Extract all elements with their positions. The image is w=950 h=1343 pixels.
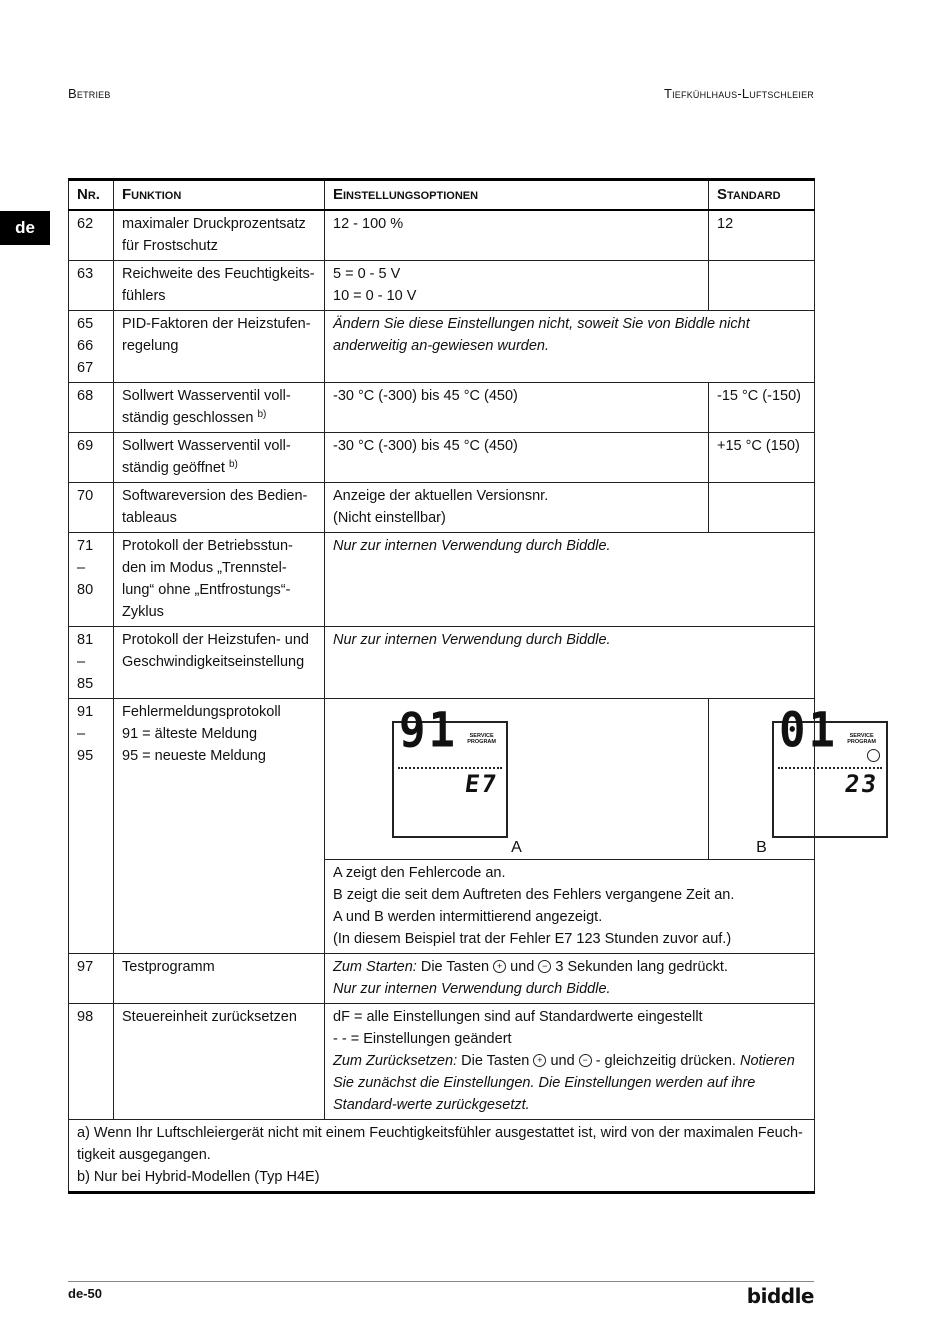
row-function: Reichweite des Feuchtigkeits-fühlers (114, 261, 325, 311)
row-default (709, 261, 815, 311)
row-default: -15 °C (-150) (709, 383, 815, 433)
header-nr: Nr. (69, 180, 114, 211)
row-nr: 71 – 80 (69, 533, 114, 627)
row-function: Testprogramm (114, 954, 325, 1004)
table-row (69, 483, 815, 533)
row-default: 12 (709, 210, 815, 261)
row-function: maximaler Druckprozentsatz für Frostschutz (114, 210, 325, 261)
settings-table (68, 178, 880, 1194)
lcd-a-dotted-separator (398, 767, 502, 769)
table-row (69, 699, 815, 860)
row-function: Sollwert Wasserventil voll-ständig geschlossen $^{b)}$ (114, 383, 325, 433)
row-nr: 81 – 85 (69, 627, 114, 699)
row-nr: 70 (69, 483, 114, 533)
table-row (69, 311, 815, 383)
lcd-display-b (772, 702, 888, 838)
lcd-a-service-label: SERVICE PROGRAM (467, 733, 496, 745)
header-standard: Standard (709, 180, 815, 211)
row-function: PID-Faktoren der Heizstufen-regelung (114, 311, 325, 383)
footer-rule (68, 1281, 814, 1282)
lcd-cell-b (709, 699, 880, 860)
row-options: Nur zur internen Verwendung durch Biddle. (325, 627, 815, 699)
language-tab: de (0, 211, 50, 245)
footnote-ref: b) (257, 409, 267, 420)
plus-button-icon: + (533, 1054, 546, 1067)
footnote-a: a) Wenn Ihr Luftschleiergerät nicht mit einem Feuchtigkeitsfühler ausgestattet ist, wird von der maximalen Feuch-tigkeit ausgegangen. (77, 1125, 803, 1163)
lcd-b-service-label: SERVICE PROGRAM (847, 733, 876, 745)
row-nr: 65 66 67 (69, 311, 114, 383)
table-row (69, 533, 815, 627)
row-default (709, 483, 815, 533)
table-row (69, 433, 815, 483)
running-header-left: Betrieb (68, 86, 111, 101)
row-function: Softwareversion des Bedien-tableaus (114, 483, 325, 533)
row-nr: 68 (69, 383, 114, 433)
lcd-b-sub-digits: 23 (843, 770, 880, 798)
row-function: Fehlermeldungsprotokoll 91 = älteste Meldung 95 = neueste Meldung (114, 699, 325, 954)
row-nr: 69 (69, 433, 114, 483)
footnotes (69, 1120, 815, 1193)
lcd-display-a (392, 702, 508, 838)
row-nr: 91 – 95 (69, 699, 114, 954)
row-options: dF = alle Einstellungen sind auf Standardwerte eingestellt - - = Einstellungen geändert Zum Zurücksetzen: Die Tasten + und − - gleichzeitig drücken. Notieren Sie zunächst die Einstellungen. Die Einstellungen werden auf ihre Standard-werte zurückgesetzt. (325, 1004, 815, 1120)
footnote-b: b) Nur bei Hybrid-Modellen (Typ H4E) (77, 1169, 320, 1185)
row-function: Protokoll der Heizstufen- und Geschwindigkeitseinstellung (114, 627, 325, 699)
table-row (69, 1004, 815, 1120)
row-nr: 63 (69, 261, 114, 311)
row-options: A zeigt den Fehlercode an. B zeigt die seit dem Auftreten des Fehlers vergangene Zeit an. A und B werden intermittierend angezeigt. (In diesem Beispiel trat der Fehler E7 123 Stunden zuvor auf.) (325, 860, 815, 954)
header-funktion: Funktion (114, 180, 325, 211)
header-optionen: Einstellungsoptionen (325, 180, 709, 211)
row-function: Steuereinheit zurücksetzen (114, 1004, 325, 1120)
row-options: Ändern Sie diese Einstellungen nicht, soweit Sie von Biddle nicht anderweitig an-gewiesen wurden. (325, 311, 815, 383)
row-options: 5 = 0 - 5 V 10 = 0 - 10 V (325, 261, 709, 311)
lcd-a-main-digits: 91 (399, 702, 458, 759)
lcd-b-main-digits: 01 (779, 702, 838, 759)
footnote-ref: b) (228, 459, 238, 470)
table-footnotes-row (69, 1120, 815, 1193)
row-nr: 98 (69, 1004, 114, 1120)
minus-button-icon: − (579, 1054, 592, 1067)
table-header-row (69, 180, 815, 211)
brand-logo: biddle (746, 1284, 814, 1308)
table-row (69, 954, 815, 1004)
lcd-a-sub-digits: E7 (463, 770, 500, 798)
row-nr: 62 (69, 210, 114, 261)
lcd-b-label: B (756, 839, 767, 856)
row-options: Nur zur internen Verwendung durch Biddle. (325, 533, 815, 627)
page-number: de-50 (68, 1286, 102, 1301)
row-options: -30 °C (-300) bis 45 °C (450) (325, 383, 709, 433)
minus-button-icon: − (538, 960, 551, 973)
plus-button-icon: + (493, 960, 506, 973)
running-header-right: Tiefkühlhaus-Luftschleier (663, 86, 814, 101)
table-row (69, 261, 815, 311)
row-function: Sollwert Wasserventil voll-ständig geöffnet $^{b)}$ (114, 433, 325, 483)
row-default: +15 °C (150) (709, 433, 815, 483)
table-row (69, 210, 815, 261)
clock-icon (867, 749, 880, 762)
table-row (69, 627, 815, 699)
row-nr: 97 (69, 954, 114, 1004)
table-row (69, 383, 815, 433)
row-options: 12 - 100 % (325, 210, 709, 261)
row-options: Anzeige der aktuellen Versionsnr. (Nicht einstellbar) (325, 483, 709, 533)
row-options: Zum Starten: Die Tasten + und − 3 Sekunden lang gedrückt. Nur zur internen Verwendung durch Biddle. (325, 954, 815, 1004)
lcd-a-label: A (511, 839, 522, 856)
lcd-cell-a (325, 699, 709, 860)
row-options: -30 °C (-300) bis 45 °C (450) (325, 433, 709, 483)
row-function: Protokoll der Betriebsstun-den im Modus „Trennstel-lung“ ohne „Entfrostungs“-Zyklus (114, 533, 325, 627)
lcd-b-dotted-separator (778, 767, 882, 769)
